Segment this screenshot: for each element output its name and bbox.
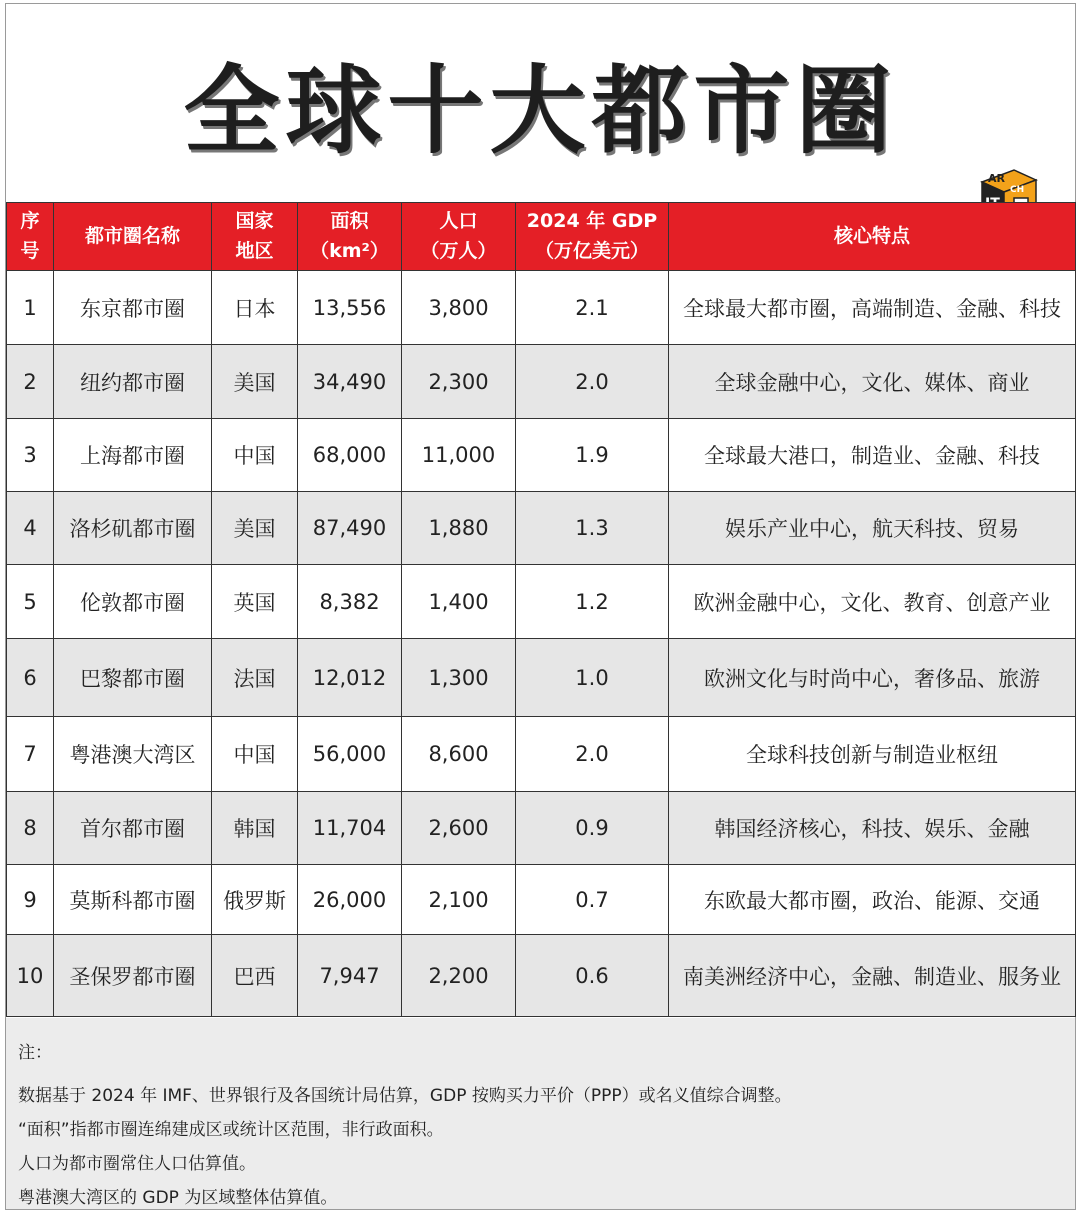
cell-no: 8 (7, 792, 54, 865)
cell-country: 美国 (212, 492, 298, 565)
notes-title: 注： (18, 1043, 52, 1063)
header-area: 面积 （km²） (298, 203, 402, 271)
cell-no: 9 (7, 865, 54, 935)
cell-country: 英国 (212, 565, 298, 639)
cell-feature: 欧洲文化与时尚中心，奢侈品、旅游 (669, 639, 1076, 717)
cell-area: 56,000 (298, 717, 402, 792)
cell-country: 法国 (212, 639, 298, 717)
infographic-frame (5, 3, 1076, 1210)
table-row (7, 419, 1076, 492)
cell-population: 8,600 (402, 717, 516, 792)
cell-country: 美国 (212, 345, 298, 419)
cell-feature: 全球科技创新与制造业枢纽 (669, 717, 1076, 792)
cell-no: 5 (7, 565, 54, 639)
table-row (7, 717, 1076, 792)
table-row (7, 271, 1076, 345)
page-title: 全球十大都市圈 (183, 54, 898, 167)
cell-population: 1,400 (402, 565, 516, 639)
note-line: 粤港澳大湾区的 GDP 为区域整体估算值。 (18, 1188, 338, 1208)
cell-name: 圣保罗都市圈 (54, 935, 212, 1017)
cell-name: 纽约都市圈 (54, 345, 212, 419)
cell-name: 巴黎都市圈 (54, 639, 212, 717)
cell-no: 7 (7, 717, 54, 792)
cell-feature: 韩国经济核心，科技、娱乐、金融 (669, 792, 1076, 865)
cell-name: 洛杉矶都市圈 (54, 492, 212, 565)
cell-population: 2,100 (402, 865, 516, 935)
cell-gdp: 1.9 (516, 419, 669, 492)
cell-gdp: 1.3 (516, 492, 669, 565)
cell-name: 东京都市圈 (54, 271, 212, 345)
note-line: “面积”指都市圈连绵建成区或统计区范围，非行政面积。 (18, 1120, 444, 1140)
cell-country: 韩国 (212, 792, 298, 865)
cell-feature: 东欧最大都市圈，政治、能源、交通 (669, 865, 1076, 935)
cell-name: 上海都市圈 (54, 419, 212, 492)
note-line: 数据基于 2024 年 IMF、世界银行及各国统计局估算，GDP 按购买力平价（PPP）或名义值综合调整。 (18, 1086, 792, 1106)
cell-country: 中国 (212, 419, 298, 492)
cell-gdp: 1.0 (516, 639, 669, 717)
header-population: 人口 （万人） (402, 203, 516, 271)
cell-name: 首尔都市圈 (54, 792, 212, 865)
cell-gdp: 0.6 (516, 935, 669, 1017)
cell-feature: 南美洲经济中心，金融、制造业、服务业 (669, 935, 1076, 1017)
cell-population: 2,600 (402, 792, 516, 865)
cell-area: 7,947 (298, 935, 402, 1017)
cell-area: 26,000 (298, 865, 402, 935)
cell-country: 巴西 (212, 935, 298, 1017)
cell-gdp: 0.9 (516, 792, 669, 865)
cell-population: 1,880 (402, 492, 516, 565)
cell-area: 13,556 (298, 271, 402, 345)
metro-table (6, 202, 1076, 1017)
cell-area: 12,012 (298, 639, 402, 717)
cell-population: 2,200 (402, 935, 516, 1017)
cell-feature: 娱乐产业中心，航天科技、贸易 (669, 492, 1076, 565)
cell-no: 4 (7, 492, 54, 565)
svg-text:CH: CH (1010, 185, 1025, 195)
table-row (7, 492, 1076, 565)
cell-no: 6 (7, 639, 54, 717)
table-row (7, 345, 1076, 419)
cell-country: 日本 (212, 271, 298, 345)
cell-country: 中国 (212, 717, 298, 792)
cell-gdp: 2.0 (516, 717, 669, 792)
cell-country: 俄罗斯 (212, 865, 298, 935)
cell-no: 3 (7, 419, 54, 492)
cell-feature: 全球金融中心，文化、媒体、商业 (669, 345, 1076, 419)
header-country: 国家 地区 (212, 203, 298, 271)
cell-population: 2,300 (402, 345, 516, 419)
cell-area: 34,490 (298, 345, 402, 419)
cell-area: 68,000 (298, 419, 402, 492)
table-header-row (7, 203, 1076, 271)
table-row (7, 935, 1076, 1017)
cell-no: 10 (7, 935, 54, 1017)
cell-population: 1,300 (402, 639, 516, 717)
cell-name: 莫斯科都市圈 (54, 865, 212, 935)
cell-feature: 全球最大港口，制造业、金融、科技 (669, 419, 1076, 492)
cell-area: 8,382 (298, 565, 402, 639)
cell-feature: 欧洲金融中心，文化、教育、创意产业 (669, 565, 1076, 639)
cell-area: 87,490 (298, 492, 402, 565)
cell-gdp: 2.0 (516, 345, 669, 419)
cell-gdp: 0.7 (516, 865, 669, 935)
svg-text:AR: AR (988, 172, 1005, 185)
cell-no: 1 (7, 271, 54, 345)
table-row (7, 792, 1076, 865)
cell-area: 11,704 (298, 792, 402, 865)
cell-name: 粤港澳大湾区 (54, 717, 212, 792)
header-name: 都市圈名称 (54, 203, 212, 271)
cell-name: 伦敦都市圈 (54, 565, 212, 639)
cell-feature: 全球最大都市圈，高端制造、金融、科技 (669, 271, 1076, 345)
cell-no: 2 (7, 345, 54, 419)
header-no: 序 号 (7, 203, 54, 271)
table-row (7, 865, 1076, 935)
cell-population: 3,800 (402, 271, 516, 345)
cell-gdp: 1.2 (516, 565, 669, 639)
header-gdp: 2024 年 GDP （万亿美元） (516, 203, 669, 271)
title-area (6, 4, 1075, 202)
cell-population: 11,000 (402, 419, 516, 492)
table-row (7, 639, 1076, 717)
note-line: 人口为都市圈常住人口估算值。 (18, 1154, 256, 1174)
table-row (7, 565, 1076, 639)
notes-section (6, 1018, 1075, 1209)
cell-gdp: 2.1 (516, 271, 669, 345)
header-feature: 核心特点 (669, 203, 1076, 271)
